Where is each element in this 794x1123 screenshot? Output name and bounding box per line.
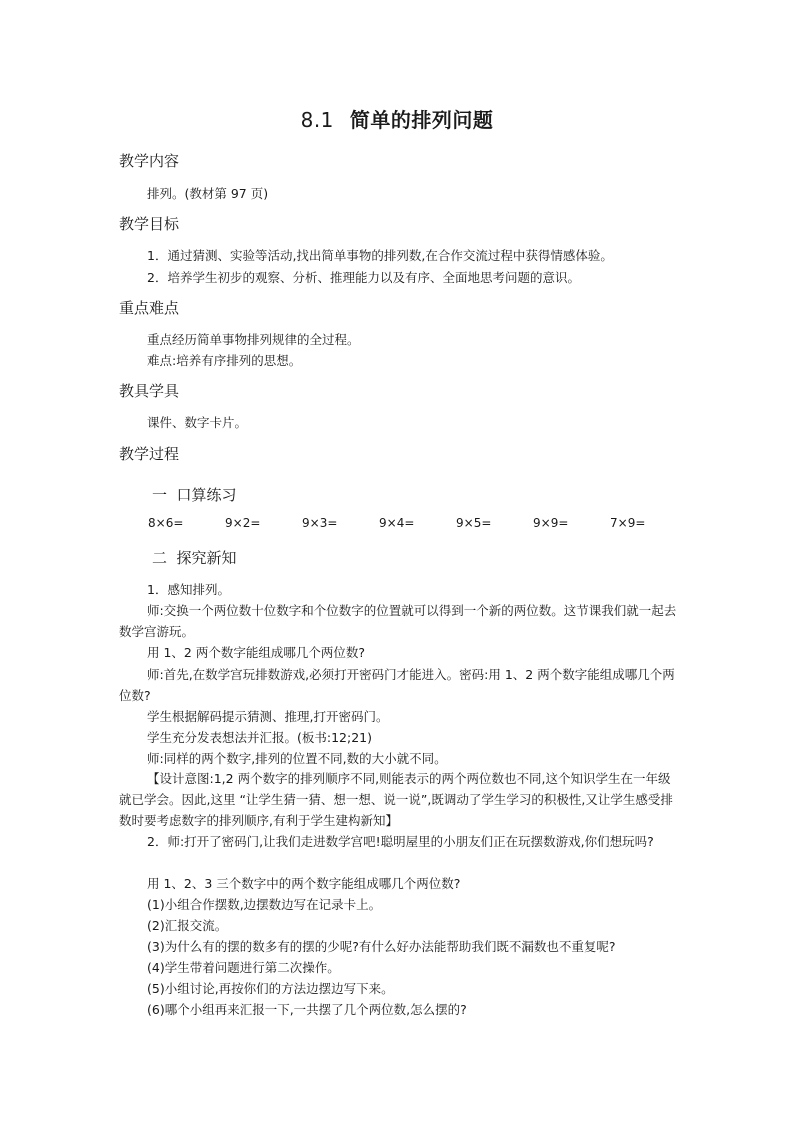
paragraph: 学生充分发表想法并汇报。(板书:12;21): [147, 730, 372, 745]
math-problem: 9×2=: [225, 516, 261, 530]
list-item: (2)汇报交流。: [147, 918, 228, 933]
list-item: (1)小组合作摆数,边摆数边写在记录卡上。: [147, 897, 382, 912]
heading-oral-practice: 一 口算练习: [152, 486, 237, 504]
key-item: 难点:培养有序排列的思想。: [147, 353, 302, 368]
heading-tools: 教具学具: [119, 382, 180, 400]
paragraph: 师:同样的两个数字,排列的位置不同,数的大小就不同。: [147, 751, 447, 766]
paragraph: 师:首先,在数学宫玩排数游戏,必须打开密码门才能进入。密码:用 1、2 两个数字能组成哪几个两位数?: [119, 667, 675, 703]
paragraph: 2．师:打开了密码门,让我们走进数学宫吧!聪明屋里的小朋友们正在玩摆数游戏,你们想玩吗?: [147, 834, 654, 849]
page-title: [0, 104, 794, 133]
heading-key-points: 重点难点: [119, 299, 180, 317]
section-number: 8.1: [300, 108, 334, 132]
math-problem: 9×3=: [302, 516, 338, 530]
heading-goals: 教学目标: [119, 215, 180, 233]
goal-item: 1．通过猜测、实验等活动,找出简单事物的排列数,在合作交流过程中获得情感体验。: [147, 248, 613, 263]
list-item: (4)学生带着问题进行第二次操作。: [147, 960, 340, 975]
tools-text: 课件、数字卡片。: [147, 415, 248, 430]
math-problem: 9×5=: [456, 516, 492, 530]
list-item: (5)小组讨论,再按你们的方法边摆边写下来。: [147, 981, 394, 996]
paragraph: 师:交换一个两位数十位数字和个位数字的位置就可以得到一个新的两位数。这节课我们就一起去数学宫游玩。: [119, 603, 677, 639]
math-problem: 8×6=: [148, 516, 184, 530]
list-item: (6)哪个小组再来汇报一下,一共摆了几个两位数,怎么摆的?: [147, 1002, 467, 1017]
paragraph: 用 1、2、3 三个数字中的两个数字能组成哪几个两位数?: [147, 876, 461, 891]
heading-process: 教学过程: [119, 445, 180, 463]
math-problem: 9×4=: [379, 516, 415, 530]
design-intent-note: 【设计意图:1,2 两个数字的排列顺序不同,则能表示的两个两位数也不同,这个知识学生在一年级就已学会。因此,这里 “让学生猜一猜、想一想、说一说”,既调动了学生学习的积极性,又让学生感受排数时要考虑数字的排列顺序,有利于学生建构新知】: [119, 771, 673, 828]
list-item: (3)为什么有的摆的数多有的摆的少呢?有什么好办法能帮助我们既不漏数也不重复呢?: [147, 939, 616, 954]
content-text: 排列。(教材第 97 页): [147, 186, 269, 201]
math-problem: 9×9=: [533, 516, 569, 530]
key-item: 重点经历简单事物排列规律的全过程。: [147, 332, 360, 347]
paragraph: 学生根据解码提示猜测、推理,打开密码门。: [147, 709, 389, 724]
goal-item: 2．培养学生初步的观察、分析、推理能力以及有序、全面地思考问题的意识。: [147, 270, 580, 285]
title-text: 简单的排列问题: [349, 108, 494, 132]
heading-explore: 二 探究新知: [152, 549, 237, 567]
paragraph: 用 1、2 两个数字能组成哪几个两位数?: [147, 645, 365, 660]
paragraph: 1．感知排列。: [147, 582, 230, 597]
heading-content: 教学内容: [119, 152, 180, 170]
math-problem: 7×9=: [610, 516, 646, 530]
